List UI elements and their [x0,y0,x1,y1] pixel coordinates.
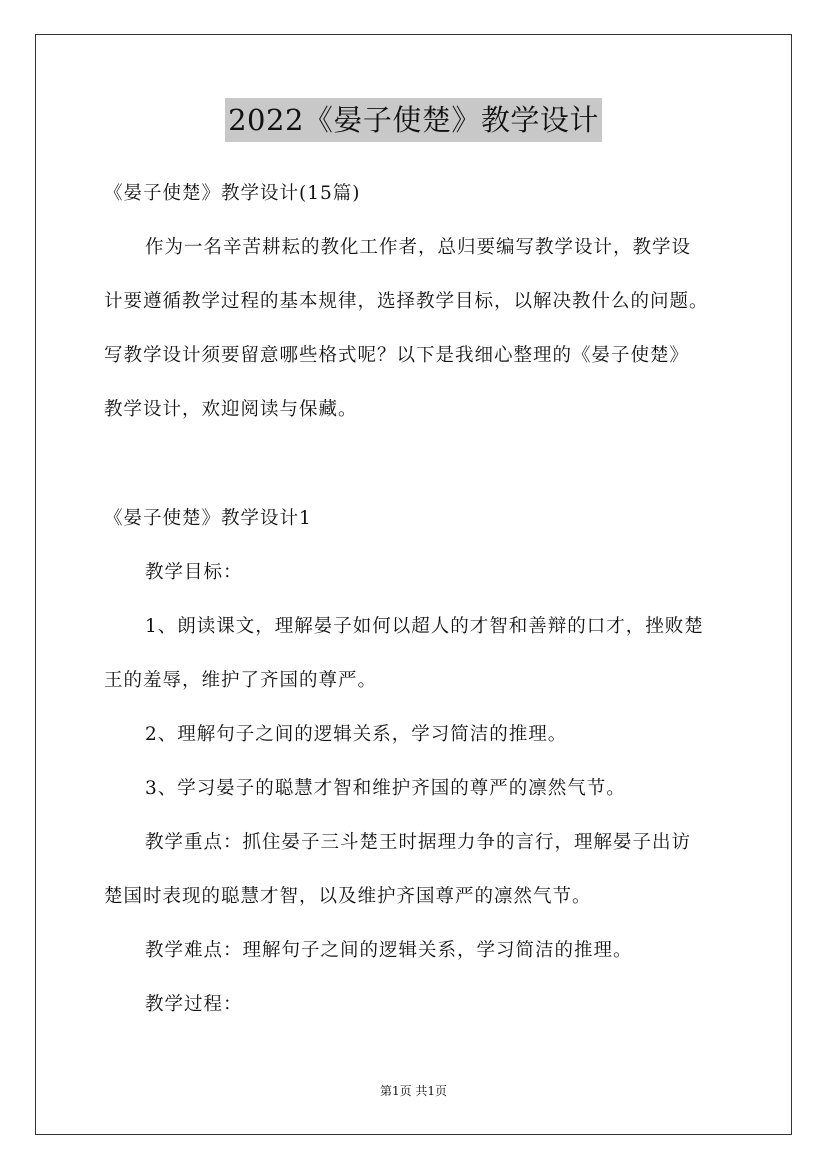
difficult-points: 教学难点：理解句子之间的逻辑关系，学习简洁的推理。 [145,940,633,961]
objective-1-line-2: 王的羞辱，维护了齐国的尊严。 [104,670,378,691]
title-container [0,98,827,142]
key-points-line-1: 教学重点：抓住晏子三斗楚王时据理力争的言行，理解晏子出访 [145,832,692,853]
intro-paragraph-line-4: 教学设计，欢迎阅读与保藏。 [104,399,358,420]
intro-paragraph-line-1: 作为一名辛苦耕耘的教化工作者，总归要编写教学设计，教学设 [145,237,692,258]
objective-1-line-1: 1、朗读课文，理解晏子如何以超人的才智和善辩的口才，挫败楚 [145,616,704,637]
objective-2: 2、理解句子之间的逻辑关系，学习简洁的推理。 [145,724,568,745]
page-footer: 第1页 共1页 [379,1084,448,1098]
objective-3: 3、学习晏子的聪慧才智和维护齐国的尊严的凛然气节。 [145,778,626,799]
document-title: 2022《晏子使楚》教学设计 [225,98,602,142]
section-heading: 《晏子使楚》教学设计1 [104,508,312,529]
subtitle-line: 《晏子使楚》教学设计(15篇) [104,183,361,204]
intro-paragraph-line-2: 计要遵循教学过程的基本规律，选择教学目标，以解决教什么的问题。 [104,291,709,312]
process-heading: 教学过程： [145,994,243,1015]
objectives-heading: 教学目标： [145,562,243,583]
intro-paragraph-line-3: 写教学设计须要留意哪些格式呢？以下是我细心整理的《晏子使楚》 [104,345,690,366]
key-points-line-2: 楚国时表现的聪慧才智，以及维护齐国尊严的凛然气节。 [104,886,592,907]
